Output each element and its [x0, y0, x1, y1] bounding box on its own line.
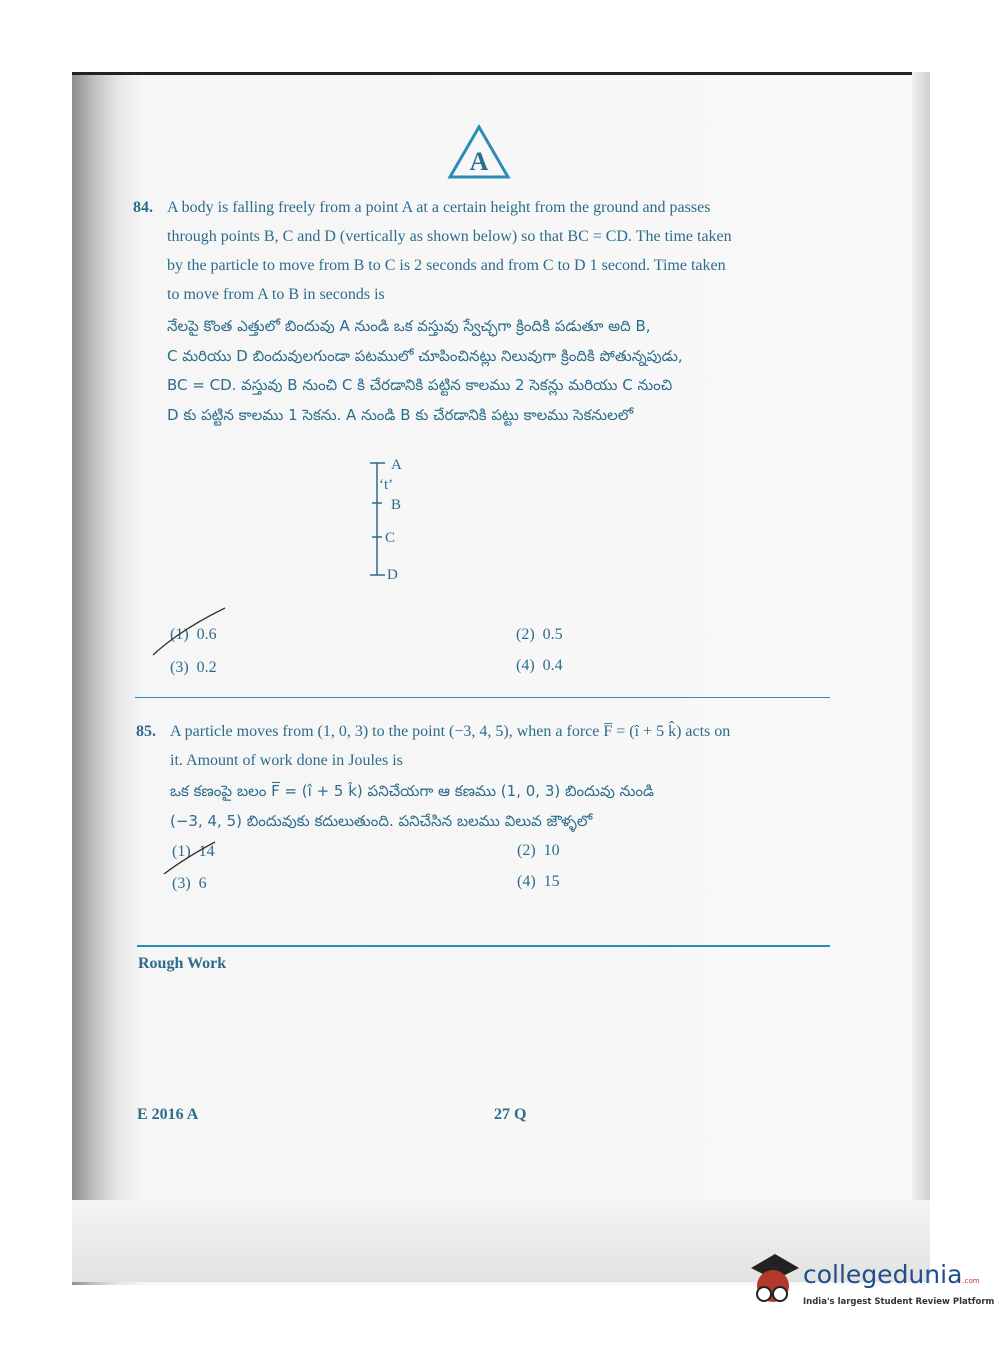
logo-tagline: India's largest Student Review Platform	[803, 1297, 995, 1307]
rough-work-label: Rough Work	[138, 955, 227, 972]
option-number: (3)	[172, 875, 191, 892]
option-2[interactable]	[517, 842, 560, 860]
telugu-text-line: BC = CD. వస్తువు B నుంచి C కి చేరడానికి పట్టిన కాలము 2 సెకన్లు మరియు C నుంచి	[167, 376, 673, 394]
option-number: (3)	[170, 659, 189, 676]
option-value: 0.2	[196, 659, 217, 676]
point-a-label: A	[391, 457, 402, 473]
divider	[135, 697, 830, 698]
question-number: 85.	[136, 723, 156, 740]
question-text-line: through points B, C and D (vertically as shown below) so that BC = CD. The time taken	[167, 228, 732, 245]
option-4[interactable]	[516, 657, 563, 675]
telugu-text-line: D కు పట్టిన కాలము 1 సెకను. A నుండి B కు చేరడానికి పట్టు కాలము సెకనులలో	[167, 405, 634, 424]
option-number: (2)	[517, 842, 536, 859]
option-4[interactable]	[517, 873, 560, 891]
option-2[interactable]	[516, 626, 563, 644]
option-number: (2)	[516, 626, 535, 643]
option-value: 14	[198, 843, 215, 860]
question-text-line: to move from A to B in seconds is	[167, 286, 385, 303]
option-value: 0.5	[542, 626, 563, 643]
footer-code: E 2016 A	[137, 1106, 199, 1123]
page-edge	[912, 72, 930, 1202]
page-shadow	[72, 1200, 930, 1282]
option-value: 0.4	[542, 657, 563, 674]
question-text-line: A body is falling freely from a point A at a certain height from the ground and passes	[167, 199, 711, 216]
booklet-series-badge	[447, 124, 511, 180]
question-text-line: it. Amount of work done in Joules is	[170, 752, 403, 769]
mascot-icon	[745, 1250, 801, 1316]
option-number: (1)	[170, 626, 189, 643]
question-text-line: by the particle to move from B to C is 2 seconds and from C to D 1 second. Time taken	[167, 257, 726, 274]
point-d-label: D	[387, 567, 398, 583]
badge-letter: A	[469, 147, 489, 176]
option-number: (4)	[517, 873, 536, 890]
option-value: 15	[543, 873, 560, 890]
telugu-text-line: C మరియు D బిందువులగుండా పటములో చూపించినట్లు నిలువుగా క్రిందికి పోతున్నపుడు,	[167, 346, 683, 365]
time-t-label: ‘t’	[379, 477, 394, 493]
falling-body-diagram	[365, 455, 415, 585]
pen-tick-mark	[150, 605, 230, 660]
divider	[137, 945, 830, 947]
option-value: 6	[198, 875, 207, 892]
option-value: 10	[543, 842, 560, 859]
logo-com: .com	[962, 1277, 980, 1285]
telugu-text-line: నేలపై కొంత ఎత్తులో బిందువు A నుండి ఒక వస్తువు స్వేచ్ఛగా క్రిందికి పడుతూ అది B,	[167, 317, 651, 335]
point-b-label: B	[391, 497, 402, 513]
logo-name: collegedunia	[803, 1260, 963, 1289]
point-c-label: C	[385, 530, 396, 546]
option-value: 0.6	[196, 626, 217, 643]
option-number: (1)	[172, 843, 191, 860]
option-3[interactable]	[170, 659, 217, 677]
pen-tick-mark	[160, 838, 220, 878]
telugu-text-line: (−3, 4, 5) బిందువుకు కదులుతుంది. పనిచేసిన బలము విలువ జౌళ్ళలో	[170, 811, 593, 830]
question-text-line: A particle moves from (1, 0, 3) to the point (−3, 4, 5), when a force F̅ = (î + 5 k̂) acts on	[170, 723, 731, 740]
option-number: (4)	[516, 657, 535, 674]
telugu-text-line: ఒక కణంపై బలం F̅ = (î + 5 k̂) పనిచేయగా ఆ కణము (1, 0, 3) బిందువు నుండి	[170, 782, 655, 800]
page-number: 27 Q	[494, 1106, 527, 1123]
question-number: 84.	[133, 199, 153, 216]
